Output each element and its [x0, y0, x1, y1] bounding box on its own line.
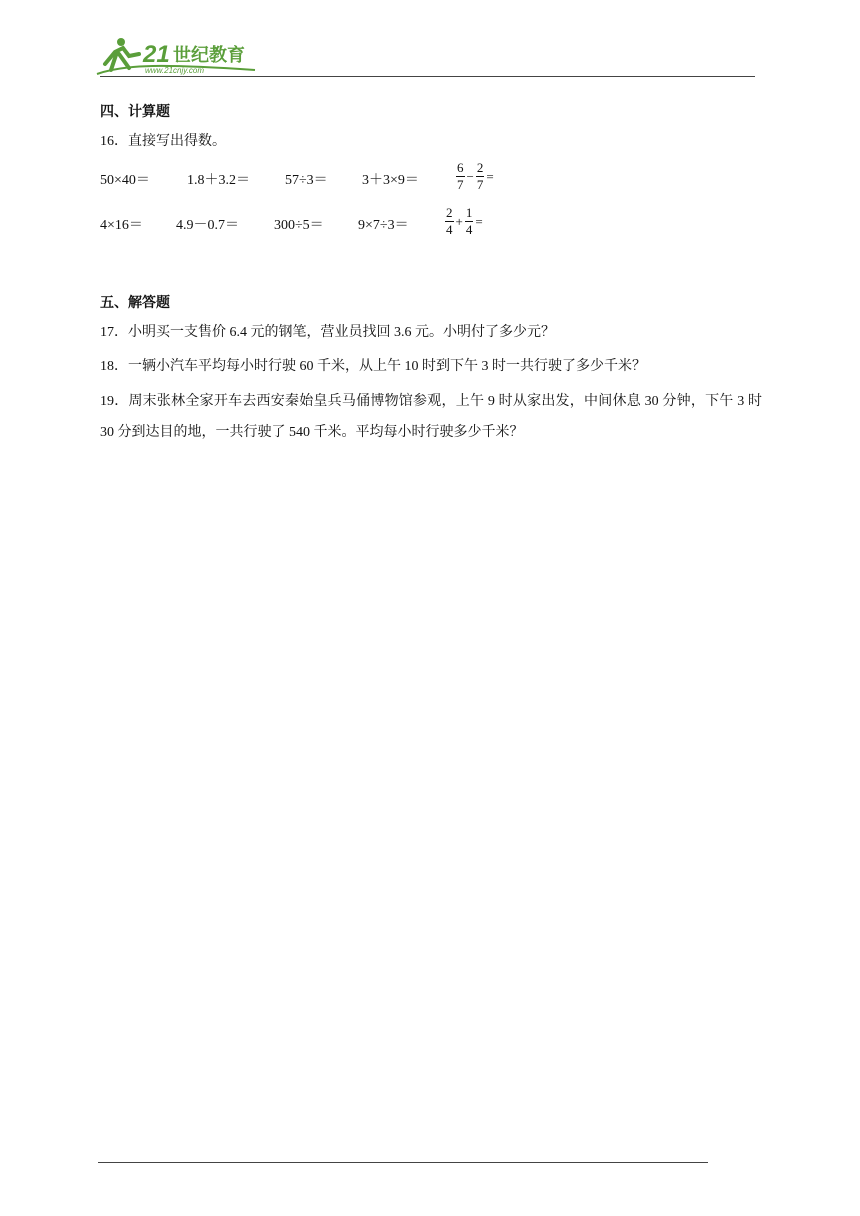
- equals-sign: =: [486, 168, 494, 184]
- site-logo: [95, 34, 265, 76]
- denominator: 4: [446, 222, 453, 237]
- calc-expression: 57÷3＝: [285, 173, 328, 188]
- numerator: 6: [457, 160, 464, 175]
- section-5-title: 五、解答题: [100, 294, 170, 310]
- fraction: [445, 205, 454, 238]
- numerator: 1: [465, 205, 473, 220]
- numerator: 2: [446, 205, 453, 220]
- svg-text:www.21cnjy.com: www.21cnjy.com: [145, 66, 204, 75]
- footer-rule: [98, 1162, 708, 1163]
- equals-sign: =: [475, 213, 483, 229]
- calc-expression: 3＋3×9＝: [362, 173, 419, 188]
- question-17: 17．小明买一支售价 6.4 元的钢笔，营业员找回 3.6 元。小明付了多少元？: [100, 325, 555, 340]
- question-19: 19．周末张林全家开车去西安秦始皇兵马俑博物馆参观，上午 9 时从家出发，中间休息 30 分钟，下午 3 时 30 分到达目的地，一共行驶了 540 千米。平均每小时行驶多少千米？: [100, 394, 762, 440]
- svg-text:21: 21: [143, 41, 170, 68]
- calc-expression: 300÷5＝: [274, 218, 324, 233]
- svg-text:世纪教育: 世纪教育: [173, 45, 245, 66]
- fraction-expression: [455, 160, 495, 193]
- denominator: 4: [465, 222, 473, 237]
- denominator: 7: [457, 177, 464, 192]
- fraction-expression: [444, 205, 484, 238]
- calc-expression: 50×40＝: [100, 173, 150, 188]
- denominator: 7: [476, 177, 484, 192]
- operator: +: [455, 213, 463, 229]
- calc-expression: 4×16＝: [100, 218, 143, 233]
- header-rule: [100, 76, 755, 77]
- calc-expression: 1.8＋3.2＝: [187, 173, 250, 188]
- operator: −: [466, 168, 474, 184]
- fraction: [456, 160, 465, 193]
- question-16: 16．直接写出得数。: [100, 134, 226, 149]
- page-header: [95, 34, 755, 80]
- fraction: [465, 205, 474, 238]
- question-18: 18．一辆小汽车平均每小时行驶 60 千米，从上午 10 时到下午 3 时一共行驶了多少千米？: [100, 359, 646, 374]
- fraction: [476, 160, 485, 193]
- calc-expression: 4.9－0.7＝: [176, 218, 239, 233]
- calc-expression: 9×7÷3＝: [358, 218, 409, 233]
- numerator: 2: [476, 160, 484, 175]
- section-4-title: 四、计算题: [100, 103, 170, 119]
